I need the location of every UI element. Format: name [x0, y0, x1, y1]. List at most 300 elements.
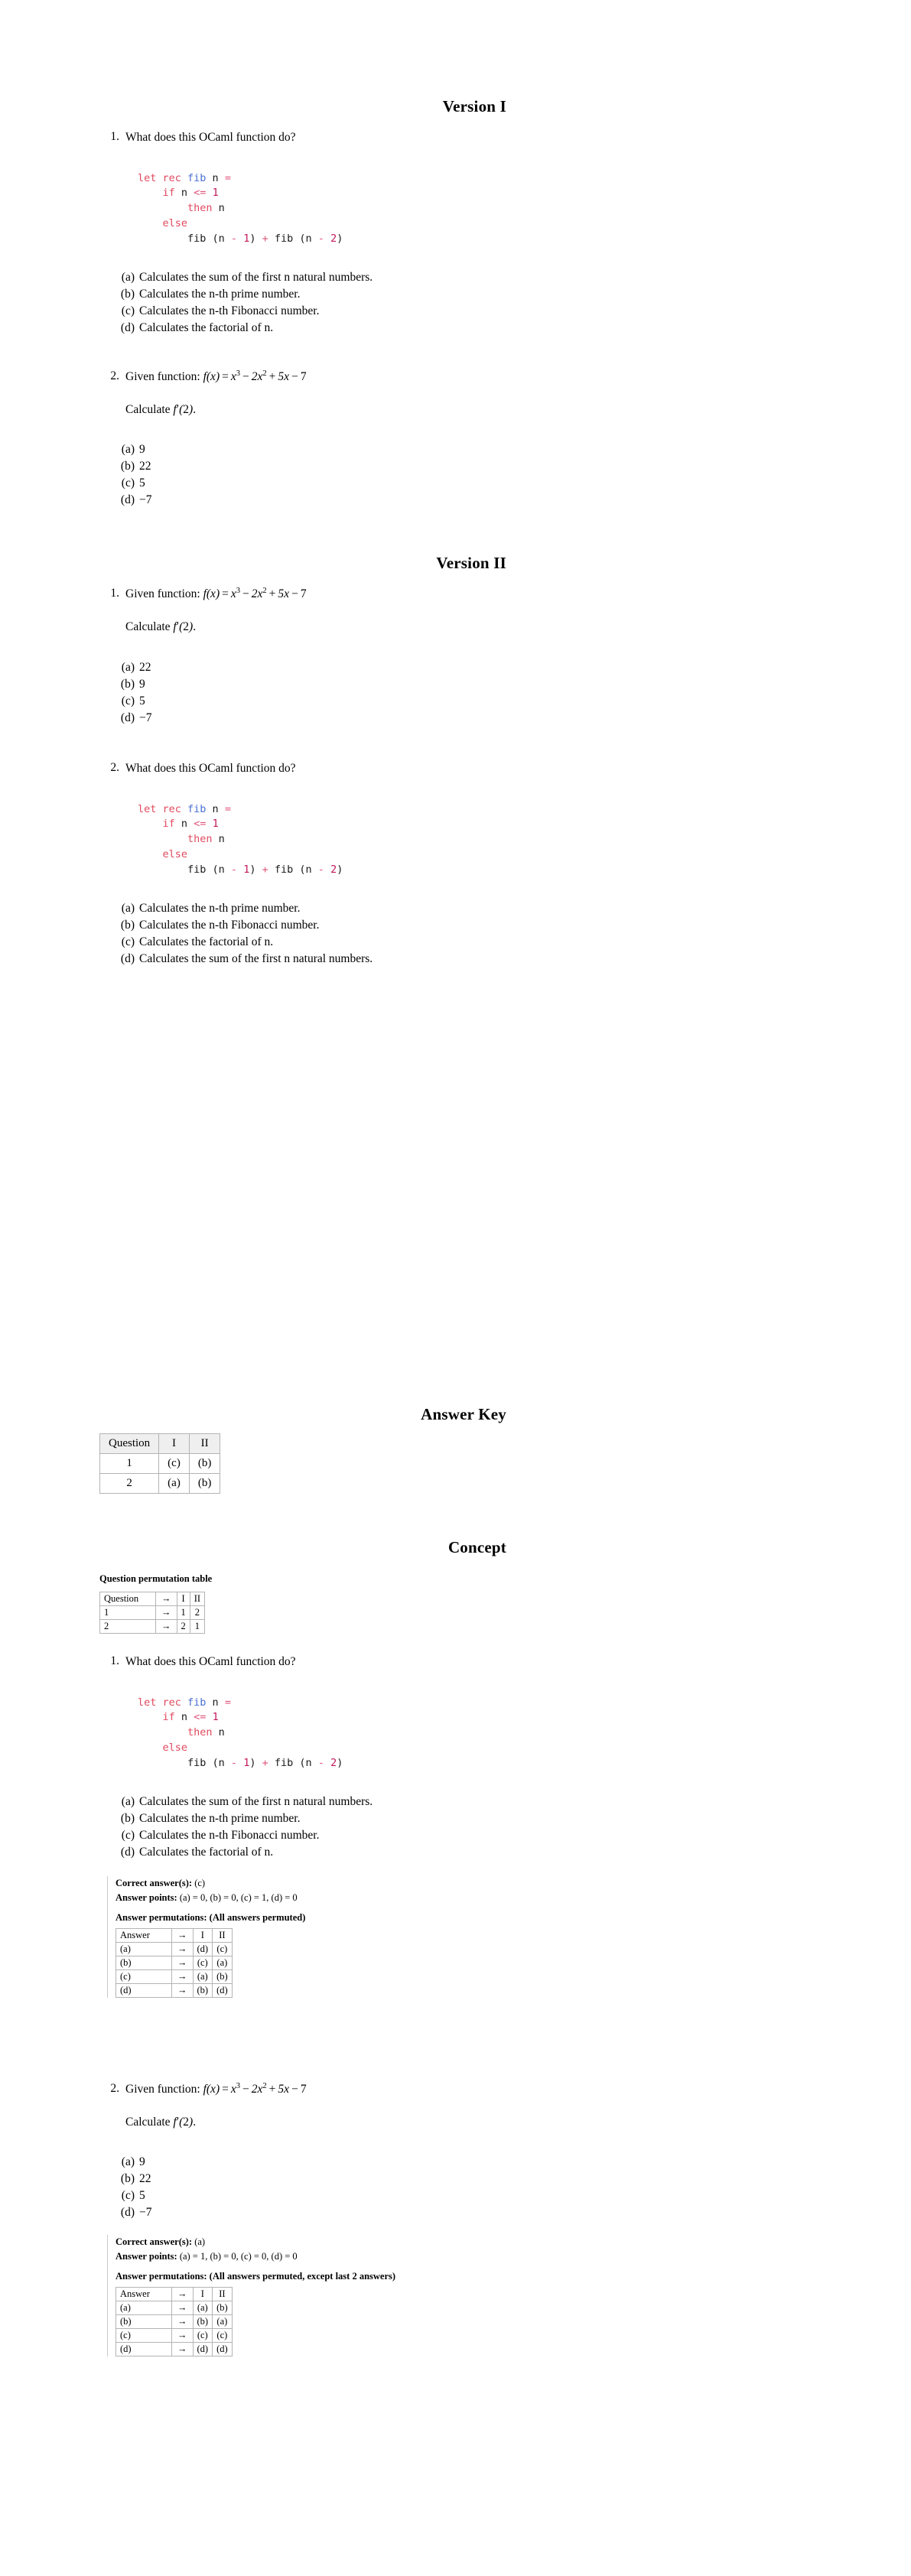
mapping-cell: (b) [213, 2301, 233, 2314]
answer-choice[interactable] [113, 320, 506, 337]
calculate-label: Calculate [125, 620, 171, 633]
choice-label: (a) [121, 2155, 135, 2168]
choice-list [113, 900, 506, 968]
code-token: then [187, 1726, 213, 1739]
column-header: II [213, 1928, 233, 1942]
code-token: fib (n [268, 864, 318, 877]
mapping-cell: 1 [190, 1620, 204, 1634]
choice-text: Calculates the n-th prime number. [139, 902, 301, 915]
choice-text: 22 [139, 661, 151, 674]
code-token: n [206, 802, 225, 815]
code-token [138, 1726, 187, 1738]
question-number-cell: 1 [100, 1454, 159, 1474]
choice-text: Calculates the sum of the first n natural numbers. [139, 952, 373, 965]
choice-list [113, 269, 506, 337]
table-row [100, 1454, 220, 1474]
table-row [116, 1942, 233, 1956]
answer-cell: (c) [159, 1454, 190, 1474]
choice-text: Calculates the n-th prime number. [139, 288, 301, 301]
function-formula: $f(x) = x^3 - 2x^2 + 5x - 7$ [203, 2081, 307, 2096]
code-token [138, 217, 163, 229]
column-header: I [177, 1592, 190, 1606]
table-row [116, 1969, 233, 1983]
column-header: II [190, 1592, 204, 1606]
code-token [138, 1742, 163, 1754]
mapping-cell: (b) [116, 2314, 172, 2328]
code-token: ) [337, 1757, 343, 1770]
choice-text: Calculates the factorial of n. [139, 321, 274, 334]
choice-label: (a) [121, 443, 135, 456]
function-formula: $f(x) = x^3 - 2x^2 + 5x - 7$ [203, 586, 307, 600]
answer-choice[interactable] [113, 2187, 506, 2204]
code-token: 1 [212, 1711, 219, 1724]
table-header-row [100, 1592, 205, 1606]
choice-text: 5 [139, 476, 145, 490]
question-number: 2. [110, 761, 119, 774]
code-token: 1 [243, 864, 250, 877]
code-token: 2 [330, 233, 337, 246]
choice-text: 9 [139, 678, 145, 691]
code-token: - [317, 864, 324, 877]
section-heading-version-2 [99, 555, 506, 572]
version-2-question-1 [99, 587, 506, 636]
code-token [138, 818, 163, 830]
arrow-icon: → [156, 1592, 177, 1606]
code-token [206, 1711, 212, 1723]
mapping-cell: 1 [100, 1606, 156, 1620]
question-prompt: What does this OCaml function do? [125, 131, 296, 144]
code-token: - [317, 233, 324, 246]
mapping-cell: (a) [213, 2314, 233, 2328]
annotation-conceptq1 [107, 1876, 506, 1998]
answer-choice[interactable] [113, 710, 506, 727]
question-prompt [125, 369, 506, 385]
choice-label: (d) [120, 952, 135, 965]
table-row [116, 2342, 233, 2356]
choice-label: (d) [120, 321, 135, 334]
question-prompt: What does this OCaml function do? [125, 762, 296, 775]
code-token: 1 [212, 818, 219, 831]
code-token: ) [337, 864, 343, 877]
table-row [116, 1983, 233, 1997]
choice-label: (b) [120, 288, 135, 301]
choice-text: 9 [139, 443, 145, 456]
mapping-cell: (c) [193, 1956, 213, 1969]
column-header: I [159, 1434, 190, 1454]
choice-label: (b) [120, 919, 135, 932]
choices-v2q2 [99, 899, 506, 968]
answer-key-table [99, 1433, 220, 1494]
code-token: 1 [212, 187, 219, 200]
mapping-cell: (d) [193, 1942, 213, 1956]
permutation-table-title: Question permutation table [99, 1573, 213, 1584]
answer-cell: (b) [189, 1454, 220, 1474]
mapping-cell: (c) [116, 2328, 172, 2342]
choice-list [113, 1794, 506, 1861]
answer-choice[interactable] [113, 900, 506, 917]
code-token: n [212, 1726, 225, 1739]
choice-list [113, 441, 506, 509]
arrow-icon: → [172, 2342, 194, 2356]
mapping-cell: (b) [193, 2314, 213, 2328]
code-token: fib (n [268, 1757, 318, 1770]
answer-choice[interactable] [113, 286, 506, 303]
mapping-cell: (c) [213, 1942, 233, 1956]
choice-label: (d) [120, 1846, 135, 1859]
answer-choice[interactable] [113, 475, 506, 492]
question-number: 2. [110, 369, 119, 382]
choice-text: −7 [139, 711, 152, 724]
answer-points-line [116, 1891, 506, 1905]
code-token: <= [194, 818, 207, 831]
answer-choice[interactable] [113, 1844, 506, 1861]
code-token: n [212, 202, 225, 215]
question-number: 1. [110, 1654, 119, 1667]
code-token: else [162, 848, 188, 861]
code-token: - [230, 864, 238, 877]
choice-text: Calculates the factorial of n. [139, 1846, 274, 1859]
version-1-question-2 [99, 369, 506, 418]
choice-label: (c) [121, 476, 135, 490]
arrow-icon: → [172, 2314, 194, 2328]
section-heading-answer-key [99, 1406, 506, 1423]
derivative-formula: f′(2). [173, 2115, 197, 2129]
calculate-label: Calculate [125, 2115, 171, 2129]
code-token: - [230, 1757, 238, 1770]
code-token [206, 818, 212, 830]
column-header: Question [100, 1592, 156, 1606]
answer-permutation-table [116, 2287, 233, 2356]
column-header: I [193, 2287, 213, 2301]
code-token: n [206, 171, 225, 184]
mapping-cell: (d) [193, 2342, 213, 2356]
choice-label: (a) [121, 902, 135, 915]
table-header-row [116, 1928, 233, 1942]
code-token: fib (n [138, 864, 231, 877]
code-token: fib [187, 171, 207, 184]
code-token: else [162, 217, 188, 230]
answer-choice[interactable] [113, 676, 506, 693]
mapping-cell: (a) [193, 1969, 213, 1983]
mapping-cell: (d) [116, 1983, 172, 1997]
concept-question-1 [99, 1654, 506, 1670]
question-number: 2. [110, 2082, 119, 2095]
choices-conceptq2 [99, 2152, 506, 2221]
code-token [324, 864, 330, 876]
code-token: n [174, 818, 194, 831]
answer-points-value: (a) = 1, (b) = 0, (c) = 0, (d) = 0 [179, 2250, 298, 2262]
ocaml-code [138, 1696, 506, 1772]
section-heading-concept [99, 1539, 506, 1556]
given-function-label: Given function: [125, 370, 200, 383]
code-token: - [317, 1757, 324, 1770]
table-row [116, 2314, 233, 2328]
question-prompt: What does this OCaml function do? [125, 1655, 296, 1668]
correct-answer-value: (c) [194, 1878, 206, 1888]
code-token: let [138, 1696, 163, 1709]
answer-choice[interactable] [113, 441, 506, 458]
version-2-title: Version II [436, 554, 506, 572]
mapping-cell: 2 [177, 1620, 190, 1634]
mapping-cell: (c) [116, 1969, 172, 1983]
code-block-v2q2 [99, 792, 506, 889]
choice-label: (c) [121, 694, 135, 707]
choice-text: 5 [139, 694, 145, 707]
arrow-icon: → [172, 2301, 194, 2314]
mapping-cell: (b) [213, 1969, 233, 1983]
mapping-cell: 1 [177, 1606, 190, 1620]
answer-permutations-title: Answer permutations: (All answers permuted, except last 2 answers) [116, 2270, 396, 2282]
code-token: then [187, 833, 213, 846]
mapping-cell: (b) [193, 1983, 213, 1997]
code-token [138, 848, 163, 860]
arrow-icon: → [172, 1942, 194, 1956]
version-1-title: Version I [442, 97, 506, 115]
code-token: if [162, 187, 175, 200]
choice-label: (b) [120, 678, 135, 691]
code-token: fib (n [138, 233, 231, 246]
choice-label: (b) [120, 2172, 135, 2185]
answer-cell: (b) [189, 1474, 220, 1494]
code-token [324, 233, 330, 245]
code-token: rec [162, 1696, 188, 1709]
choice-text: 22 [139, 460, 151, 473]
answer-choice[interactable] [113, 951, 506, 968]
code-token [237, 233, 243, 245]
answer-choice[interactable] [113, 1810, 506, 1827]
mapping-cell: (d) [213, 2342, 233, 2356]
correct-answer-label: Correct answer(s): [116, 1878, 193, 1888]
choice-text: Calculates the sum of the first n natural numbers. [139, 271, 373, 284]
code-token: n [212, 833, 225, 846]
column-header: Answer [116, 2287, 172, 2301]
code-token: <= [194, 187, 207, 200]
choices-v1q1 [99, 268, 506, 337]
code-token: let [138, 802, 163, 815]
choice-label: (a) [121, 271, 135, 284]
code-token: rec [162, 802, 188, 815]
table-row [116, 2301, 233, 2314]
arrow-icon: → [172, 1983, 194, 1997]
arrow-icon: → [172, 1928, 194, 1942]
answer-choice[interactable] [113, 2171, 506, 2187]
choice-label: (c) [121, 935, 135, 948]
code-token: ) [337, 233, 343, 246]
given-function-label: Given function: [125, 2083, 200, 2096]
column-header: Question [100, 1434, 159, 1454]
answer-key-table-wrap [99, 1433, 506, 1494]
choice-label: (d) [120, 711, 135, 724]
code-token [237, 864, 243, 876]
choice-label: (d) [120, 493, 135, 506]
choice-text: −7 [139, 2206, 152, 2219]
choices-v2q1 [99, 658, 506, 727]
table-row [100, 1620, 205, 1634]
answer-points-label: Answer points: [116, 2250, 177, 2262]
code-block-v1q1 [99, 161, 506, 258]
choice-text: Calculates the sum of the first n natural numbers. [139, 1795, 373, 1808]
answer-permutation-table [116, 1928, 233, 1998]
code-token: ) [249, 1757, 262, 1770]
annotation-conceptq2 [107, 2235, 506, 2356]
code-token [138, 1711, 163, 1723]
code-token: rec [162, 171, 188, 184]
code-token [237, 1757, 243, 1769]
choice-label: (a) [121, 661, 135, 674]
answer-choice[interactable] [113, 917, 506, 934]
code-token: then [187, 202, 213, 215]
choice-label: (a) [121, 1795, 135, 1808]
section-heading-version-1 [99, 98, 506, 115]
code-token: let [138, 171, 163, 184]
table-header-row [100, 1434, 220, 1454]
answer-choice[interactable] [113, 492, 506, 509]
table-row [100, 1606, 205, 1620]
version-1-question-1 [99, 130, 506, 146]
code-token: 1 [243, 1757, 250, 1770]
answer-choice[interactable] [113, 269, 506, 286]
question-prompt [125, 2082, 506, 2098]
answer-points-label: Answer points: [116, 1891, 177, 1903]
function-formula: $f(x) = x^3 - 2x^2 + 5x - 7$ [203, 369, 307, 383]
code-token: 2 [330, 864, 337, 877]
mapping-cell: (b) [116, 1956, 172, 1969]
choice-text: 22 [139, 2172, 151, 2185]
correct-answer-line [116, 2235, 506, 2249]
answer-choice[interactable] [113, 693, 506, 710]
code-token: n [174, 1711, 194, 1724]
answer-choice[interactable] [113, 934, 506, 951]
arrow-icon: → [156, 1620, 177, 1634]
code-token [206, 187, 212, 199]
calculate-prompt [125, 2115, 506, 2131]
calculate-prompt [125, 620, 506, 636]
question-number: 1. [110, 130, 119, 143]
code-token: + [262, 864, 268, 877]
choice-label: (d) [120, 2206, 135, 2219]
answer-choice[interactable] [113, 1794, 506, 1810]
mapping-cell: (a) [116, 1942, 172, 1956]
table-header-row [116, 2287, 233, 2301]
derivative-formula: f′(2). [173, 402, 197, 416]
question-prompt [125, 587, 506, 603]
mapping-cell: (a) [193, 2301, 213, 2314]
code-token: - [230, 233, 238, 246]
table-row [116, 2328, 233, 2342]
choice-text: −7 [139, 493, 152, 506]
correct-answer-line [116, 1876, 506, 1891]
choice-list [113, 659, 506, 727]
mapping-cell: 2 [100, 1620, 156, 1634]
answer-key-title: Answer Key [421, 1405, 506, 1423]
code-token: = [224, 802, 231, 815]
code-block-conceptq1 [99, 1685, 506, 1782]
code-token [138, 833, 187, 845]
mapping-cell: (d) [213, 1983, 233, 1997]
arrow-icon: → [172, 1956, 194, 1969]
answer-permutations-title: Answer permutations: (All answers permuted) [116, 1911, 306, 1923]
choice-text: Calculates the n-th Fibonacci number. [139, 919, 320, 932]
mapping-cell: 2 [190, 1606, 204, 1620]
answer-points-value: (a) = 0, (b) = 0, (c) = 1, (d) = 0 [179, 1891, 298, 1903]
choices-conceptq1 [99, 1792, 506, 1861]
choice-text: Calculates the n-th Fibonacci number. [139, 304, 320, 317]
code-token: 1 [243, 233, 250, 246]
concept-title: Concept [447, 1538, 506, 1556]
code-token [138, 202, 187, 214]
arrow-icon: → [172, 1969, 194, 1983]
table-row [116, 1956, 233, 1969]
code-token: ) [249, 864, 262, 877]
choices-v1q2 [99, 440, 506, 509]
code-token: <= [194, 1711, 207, 1724]
calculate-label: Calculate [125, 402, 171, 416]
answer-choice[interactable] [113, 1827, 506, 1844]
code-token: 2 [330, 1757, 337, 1770]
answer-choice[interactable] [113, 458, 506, 475]
correct-answer-value: (a) [194, 2236, 206, 2247]
choice-text: 5 [139, 2189, 145, 2202]
mapping-cell: (a) [213, 1956, 233, 1969]
choice-label: (b) [120, 460, 135, 473]
mapping-cell: (d) [116, 2342, 172, 2356]
choice-label: (b) [120, 1812, 135, 1825]
code-token: else [162, 1742, 188, 1755]
code-token: n [206, 1696, 225, 1709]
code-token: + [262, 1757, 268, 1770]
choice-list [113, 2154, 506, 2221]
ocaml-code [138, 171, 506, 248]
code-token: if [162, 818, 175, 831]
given-function-label: Given function: [125, 587, 200, 600]
answer-choice[interactable] [113, 2204, 506, 2221]
code-token [138, 187, 163, 199]
code-token [324, 1757, 330, 1769]
choice-label: (c) [121, 2189, 135, 2202]
question-permutation-table [99, 1592, 205, 1634]
choice-text: Calculates the n-th prime number. [139, 1812, 301, 1825]
choice-label: (c) [121, 1829, 135, 1842]
code-token: fib [187, 802, 207, 815]
answer-choice[interactable] [113, 303, 506, 320]
choice-text: Calculates the factorial of n. [139, 935, 274, 948]
code-token: fib [187, 1696, 207, 1709]
code-token: if [162, 1711, 175, 1724]
concept-question-2 [99, 2082, 506, 2131]
choice-text: 9 [139, 2155, 145, 2168]
mapping-cell: (c) [193, 2328, 213, 2342]
code-token: n [174, 187, 194, 200]
column-header: Answer [116, 1928, 172, 1942]
version-2-question-2 [99, 761, 506, 777]
choice-label: (c) [121, 304, 135, 317]
table-row [100, 1474, 220, 1494]
column-header: I [193, 1928, 213, 1942]
code-token: = [224, 1696, 231, 1709]
choice-text: Calculates the n-th Fibonacci number. [139, 1829, 320, 1842]
column-header: II [213, 2287, 233, 2301]
ocaml-code [138, 802, 506, 879]
answer-choice[interactable] [113, 659, 506, 676]
answer-choice[interactable] [113, 2154, 506, 2171]
answer-points-line [116, 2249, 506, 2264]
code-token: = [224, 171, 231, 184]
mapping-cell: (c) [213, 2328, 233, 2342]
question-number-cell: 2 [100, 1474, 159, 1494]
arrow-icon: → [172, 2287, 194, 2301]
code-token: fib (n [268, 233, 318, 246]
mapping-cell: (a) [116, 2301, 172, 2314]
